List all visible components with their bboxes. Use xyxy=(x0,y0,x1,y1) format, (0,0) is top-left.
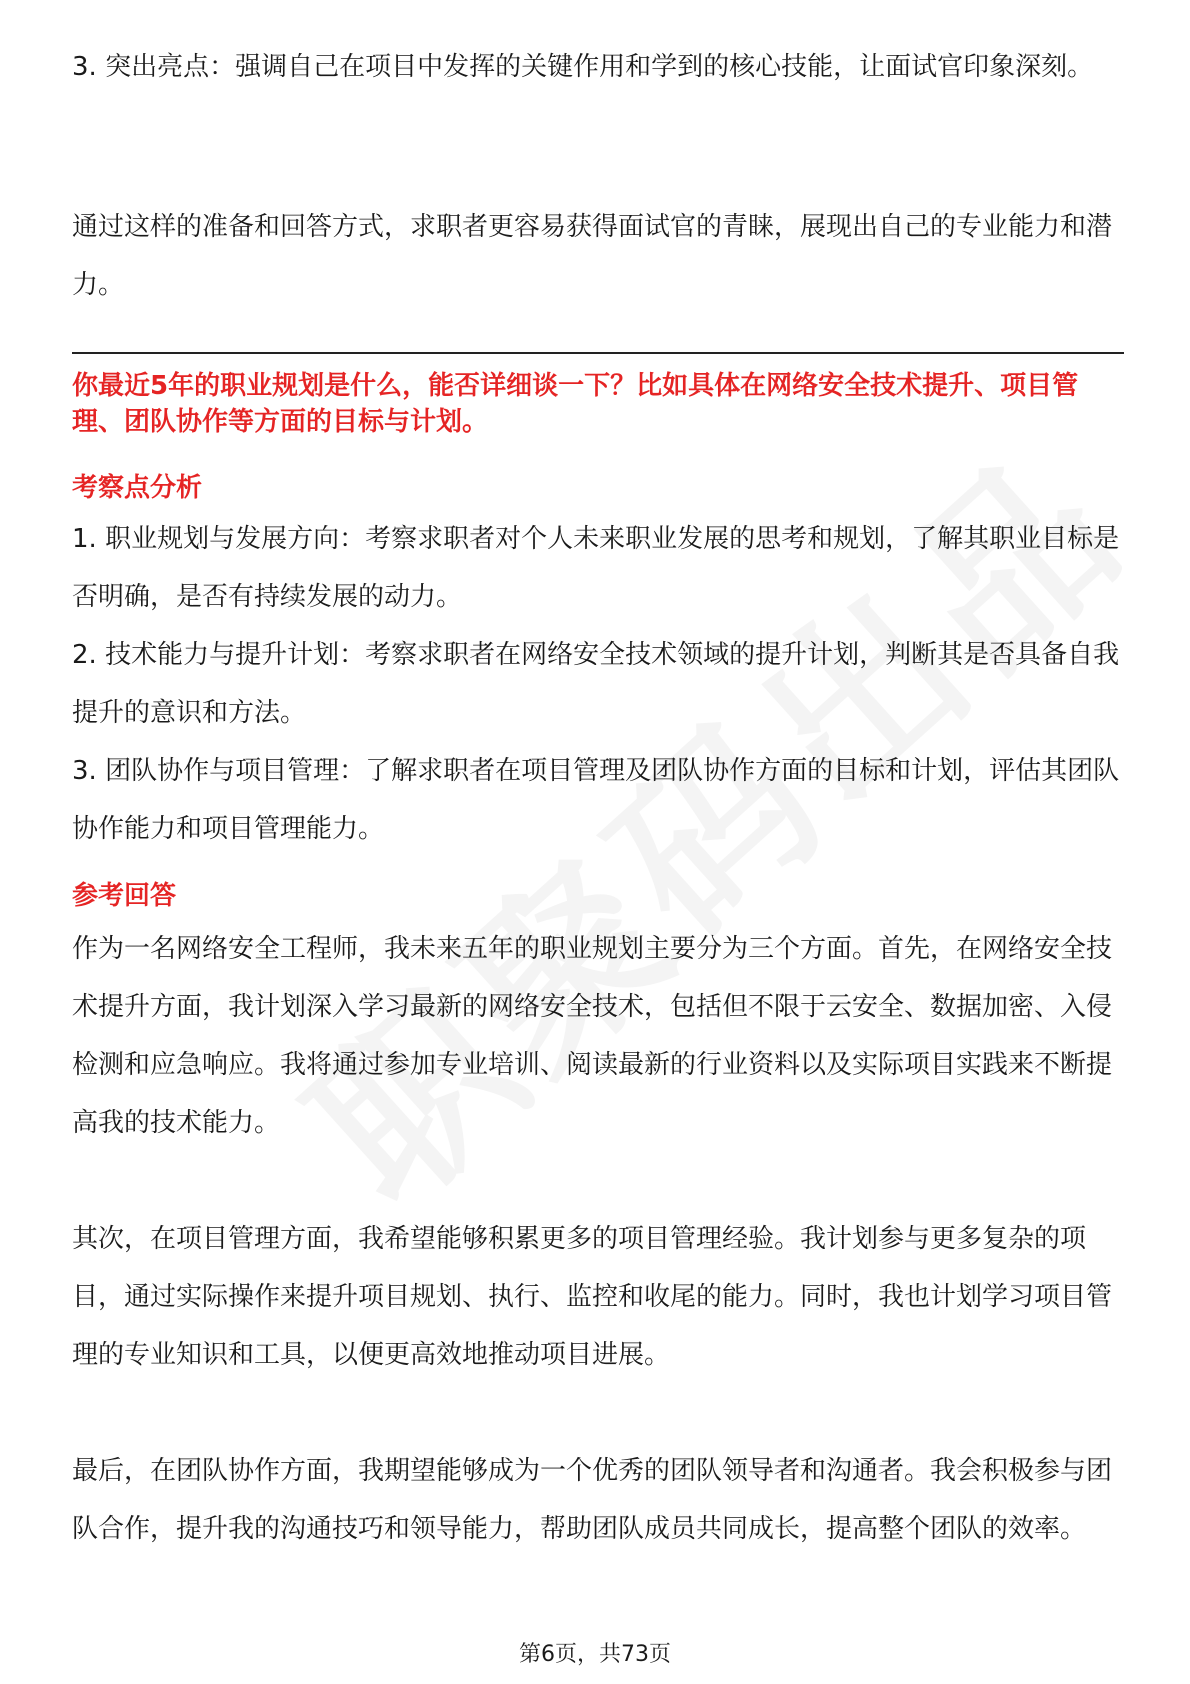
analysis-heading: 考察点分析 xyxy=(72,473,203,503)
page-number: 第6页，共73页 xyxy=(519,1642,671,1667)
question-title: 你最近5年的职业规划是什么，能否详细谈一下？比如具体在网络安全技术提升、项目管理、团队协作等方面的目标与计划。 xyxy=(72,371,1079,437)
intro-summary: 通过这样的准备和回答方式，求职者更容易获得面试官的青睐，展现出自己的专业能力和潜力。 xyxy=(72,212,1113,300)
analysis-point-2: 2. 技术能力与提升计划：考察求职者在网络安全技术领域的提升计划，判断其是否具备自我提升的意识和方法。 xyxy=(72,640,1120,728)
analysis-point-1: 1. 职业规划与发展方向：考察求职者对个人未来职业发展的思考和规划，了解其职业目标是否明确，是否有持续发展的动力。 xyxy=(72,524,1120,612)
analysis-point-3: 3. 团队协作与项目管理：了解求职者在项目管理及团队协作方面的目标和计划，评估其团队协作能力和项目管理能力。 xyxy=(72,756,1120,844)
answer-paragraph-1: 作为一名网络安全工程师，我未来五年的职业规划主要分为三个方面。首先，在网络安全技术提升方面，我计划深入学习最新的网络安全技术，包括但不限于云安全、数据加密、入侵检测和应急响应。我将通过参加专业培训、阅读最新的行业资料以及实际项目实践来不断提高我的技术能力。 xyxy=(72,934,1113,1138)
answer-paragraph-3: 最后，在团队协作方面，我期望能够成为一个优秀的团队领导者和沟通者。我会积极参与团队合作，提升我的沟通技巧和领导能力，帮助团队成员共同成长，提高整个团队的效率。 xyxy=(72,1456,1113,1544)
answer-paragraph-2: 其次，在项目管理方面，我希望能够积累更多的项目管理经验。我计划参与更多复杂的项目，通过实际操作来提升项目规划、执行、监控和收尾的能力。同时，我也计划学习项目管理的专业知识和工具，以便更高效地推动项目进展。 xyxy=(72,1224,1113,1370)
intro-point-3: 3. 突出亮点：强调自己在项目中发挥的关键作用和学到的核心技能，让面试官印象深刻。 xyxy=(72,52,1094,82)
section-divider xyxy=(72,352,1124,354)
answer-heading: 参考回答 xyxy=(72,881,177,911)
